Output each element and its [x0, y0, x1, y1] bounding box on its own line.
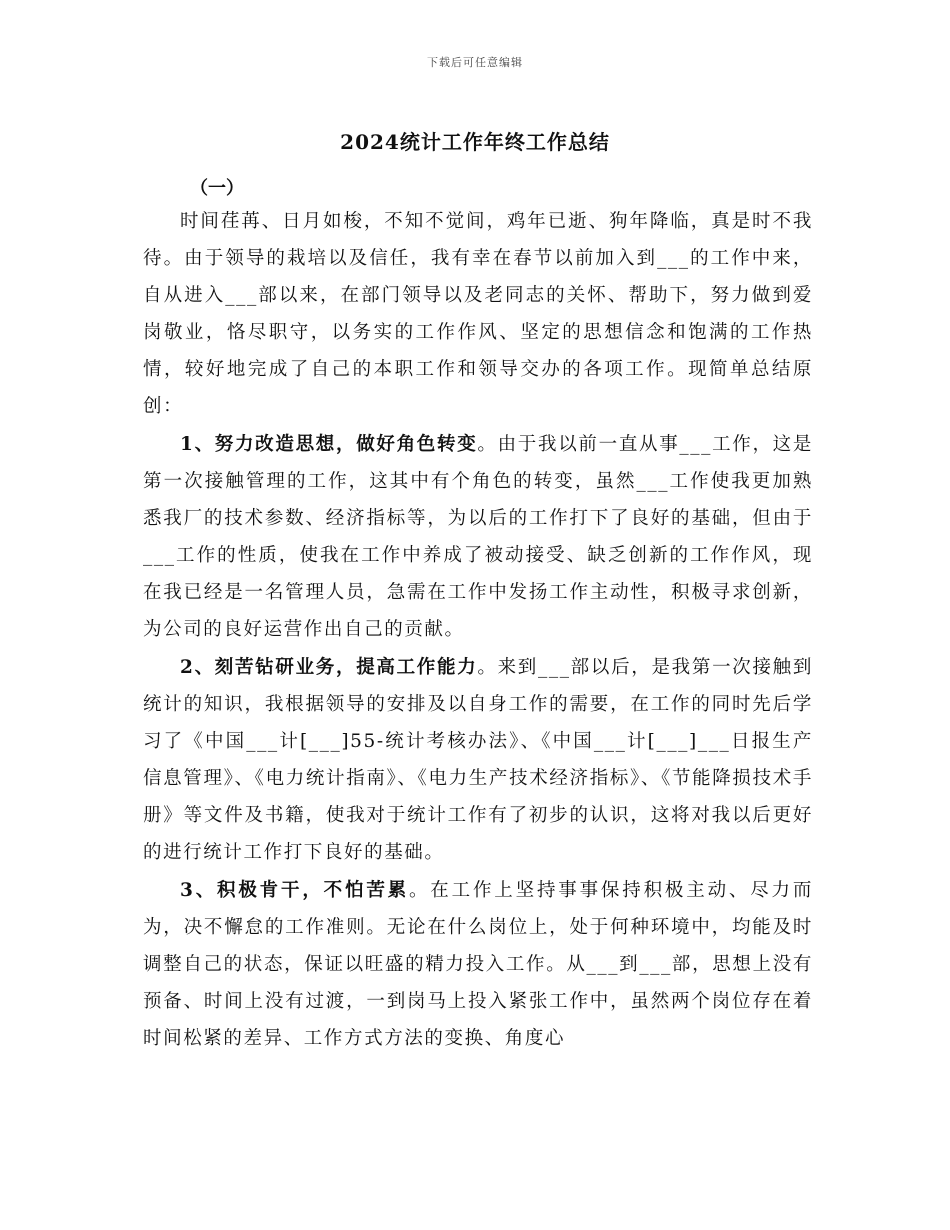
header-note: 下载后可任意编辑 — [427, 56, 523, 69]
document-title: 2024统计工作年终工作总结 — [340, 130, 610, 154]
paragraph-point-2 — [143, 649, 813, 871]
paragraph-text: 时间荏苒、日月如梭，不知不觉间，鸡年已逝、狗年降临，真是时不我待。由于领导的栽培以及信任，我有幸在春节以前加入到___的工作中来，自从进入___部以来，在部门领导以及老同志的关怀、帮助下，努力做到爱岗敬业，恪尽职守，以务实的工作作风、坚定的思想信念和饱满的工作热情，较好地完成了自己的本职工作和领导交办的各项工作。现简单总结原创： — [143, 211, 813, 417]
paragraph-text: 。在工作上坚持事事保持积极主动、尽力而为，决不懈怠的工作准则。无论在什么岗位上，处于何种环境中，均能及时调整自己的状态，保证以旺盛的精力投入工作。从___到___部，思想上没有预备、时间上没有过渡，一到岗马上投入紧张工作中，虽然两个岗位存在着时间松紧的差异、工作方式方法的变换、角度心 — [143, 880, 813, 1049]
paragraph-text: 。由于我以前一直从事___工作，这是第一次接触管理的工作，这其中有个角色的转变，虽然___工作使我更加熟悉我厂的技术参数、经济指标等，为以后的工作打下了良好的基础，但由于___工作的性质，使我在工作中养成了被动接受、缺乏创新的工作作风，现在我已经是一名管理人员，急需在工作中发扬工作主动性，积极寻求创新，为公司的良好运营作出自己的贡献。 — [143, 434, 813, 640]
paragraph-point-3 — [143, 872, 813, 1057]
paragraph-heading: 3、积极肯干，不怕苦累 — [180, 880, 409, 901]
paragraph-heading: 2、刻苦钻研业务，提高工作能力 — [180, 657, 478, 678]
paragraph-text: 。来到___部以后，是我第一次接触到统计的知识，我根据领导的安排及以自身工作的需要，在工作的同时先后学习了《中国___计[___]55-统计考核办法》、《中国___计[___]___日报生产信息管理》、《电力统计指南》、《电力生产技术经济指标》、《节能降损技术手册》等文件及书籍，使我对于统计工作有了初步的认识，这将对我以后更好的进行统计工作打下良好的基础。 — [143, 657, 813, 863]
paragraph-intro — [143, 203, 813, 425]
paragraph-point-1 — [143, 426, 813, 648]
document-body — [143, 203, 813, 1058]
paragraph-heading: 1、努力改造思想，做好角色转变 — [180, 434, 478, 455]
section-label: （一） — [190, 178, 244, 199]
